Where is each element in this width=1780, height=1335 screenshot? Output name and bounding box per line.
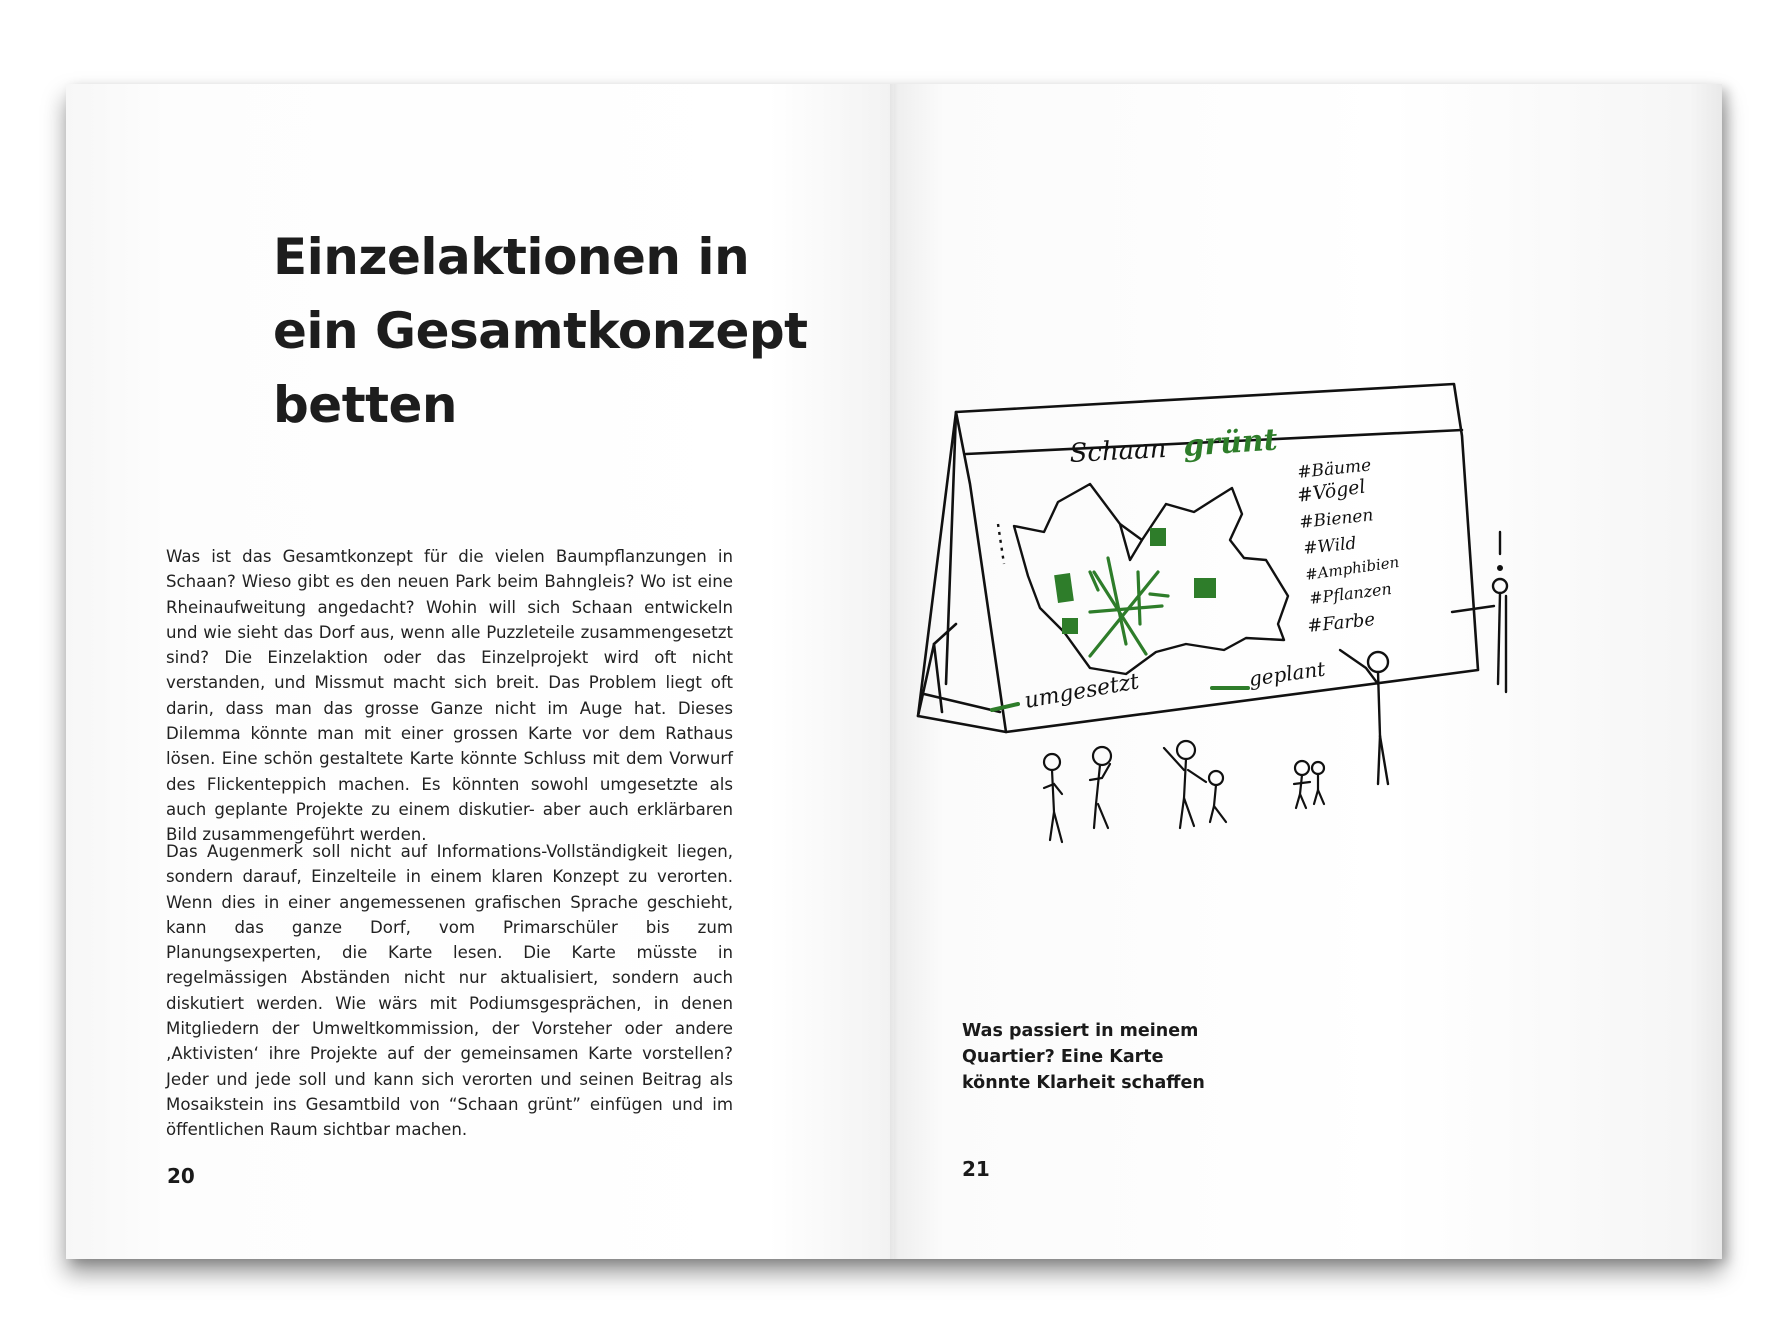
legend-done-swatch [992,704,1018,710]
sketch-title-black: Schaan [1068,433,1168,469]
list-item: #Wild [1302,533,1358,559]
audience-figures [1044,741,1324,842]
book-spread [66,84,1722,1259]
body-paragraph-1: Was ist das Gesamtkonzept für die vielen Baumpflanzungen in Schaan? Wieso gibt es den neuen Park beim Bahngleis? Wo ist eine Rheinaufweitung angedacht? Wohin will sich Schaan entwickeln und wie sieht das Dorf aus, wenn alle Puzzleteile zusammengesetzt sind? Die Einzelaktion oder das Einzelprojekt wird oft nicht verstanden, und Missmut macht sich breit. Das Problem liegt oft darin, dass man das grosse Ganze nicht im Auge hat. Dieses Dilemma könnte man mit einer grossen Karte vor dem Rathaus lösen. Eine schön gestaltete Karte könnte Schluss mit dem Vorwurf des Flickenteppich machen. Es könnten sowohl umgesetzte als auch geplante Projekte zu einem diskutier- aber auch erklärbaren Bild zusammengeführt werden. [166,547,733,845]
page-number-left: 20 [167,1164,195,1188]
legend-done-label: umgesetzt [1022,669,1142,714]
presenter-figure [1340,650,1388,784]
list-item: #Bienen [1298,505,1375,533]
body-paragraph-2: Das Augenmerk soll nicht auf Informations-Vollständigkeit liegen, sondern darauf, Einzelteile in einem klaren Konzept zu verorten. Wenn dies in einer angemessenen grafischen Sprache geschieht, kann das ganze Dorf, vom Primarschüler bis zum Planungsexperten, die Karte lesen. Die Karte müsste in regelmässigen Abständen nicht nur aktualisiert, sondern auch diskutiert werden. Wie wärs mit Podiumsgesprächen, in denen Mitgliedern der Umweltkommission, der Vorsteher oder andere ‚Aktivisten‘ ihre Projekte auf der gemeinsamen Karte vorstellen? Jeder und jede soll und kann sich verorten und seinen Beitrag als Mosaikstein ins Gesamtbild von “Schaan grünt” einfügen und im öffentlichen Raum sichtbar machen. [166,842,733,1140]
page-heading: Einzelaktionen in ein Gesamtkonzept betten [273,228,808,434]
sketch-title-green: grünt [1182,422,1279,464]
map-green-areas [1054,528,1216,634]
list-item: #Pflanzen [1308,579,1393,608]
map-outline [998,484,1288,674]
list-item: #Amphibien [1304,552,1401,584]
map-green-lines [1090,558,1168,656]
image-caption: Was passiert in meinem Quartier? Eine Karte könnte Klarheit schaffen [962,1021,1205,1093]
list-item: #Vögel [1295,475,1367,507]
list-item: #Bäume [1296,455,1373,483]
billboard-sketch [894,84,1722,1004]
right-page [894,84,1722,1259]
book-gutter [890,84,898,1259]
exclaiming-figure [1452,532,1507,692]
list-item: #Farbe [1306,608,1377,637]
sketch-legend [992,656,1328,714]
page-number-right: 21 [962,1157,990,1181]
sketch-list [1296,455,1401,637]
legend-planned-label: geplant [1247,656,1327,691]
left-page [66,84,894,1259]
